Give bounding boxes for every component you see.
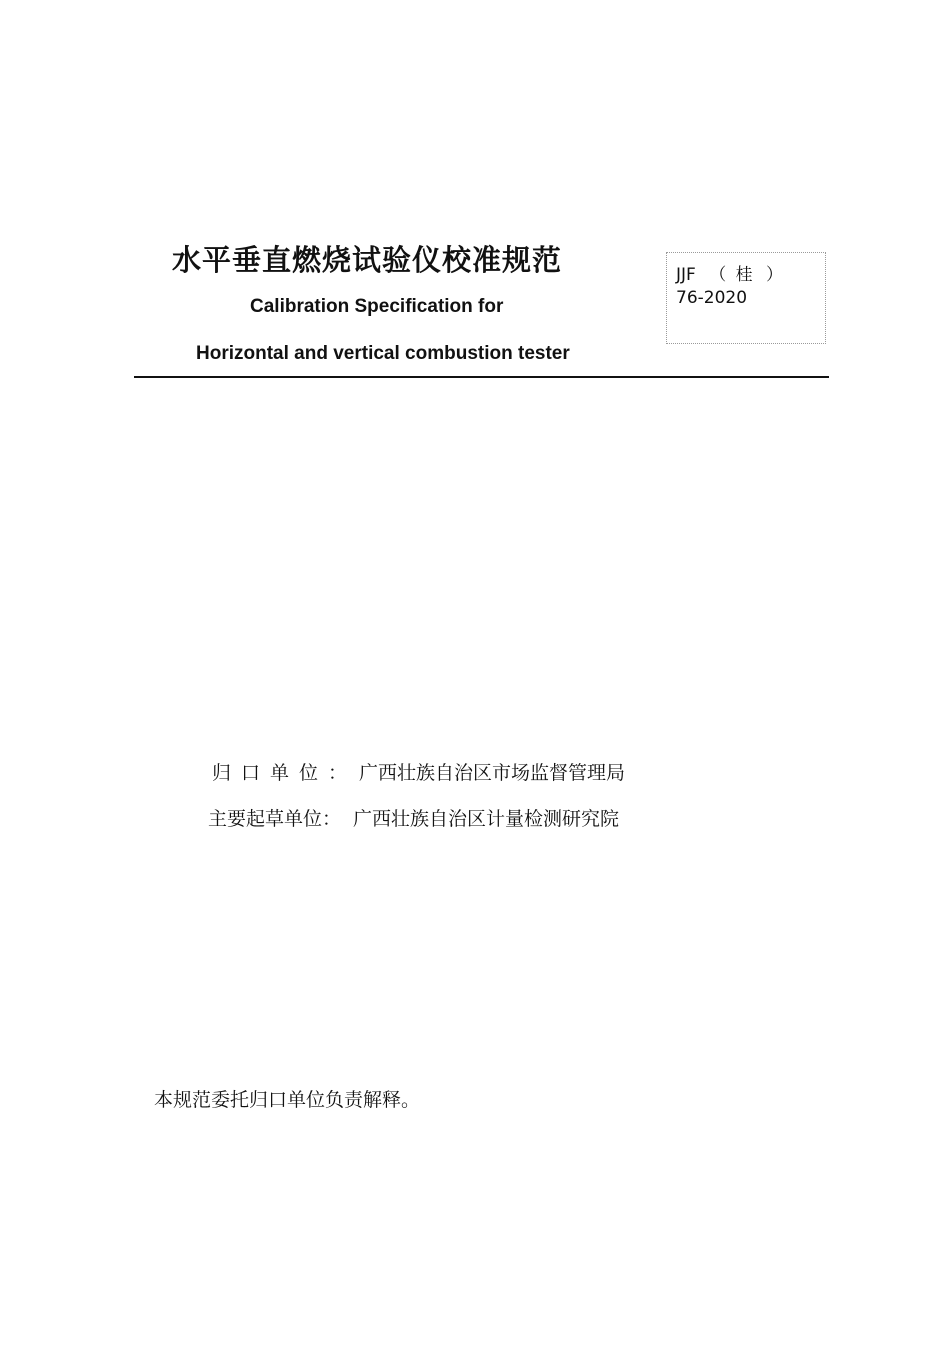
title-divider xyxy=(134,376,829,378)
responsible-unit-label: 归口单位： xyxy=(212,762,358,784)
title-english-line-2: Horizontal and vertical combustion tester xyxy=(196,343,570,364)
code-region: 桂 xyxy=(735,265,753,285)
drafting-unit-row xyxy=(208,804,619,831)
code-paren-close: ） xyxy=(766,265,784,285)
code-paren-open: （ xyxy=(709,265,727,285)
responsible-unit-value: 广西壮族自治区市场监督管理局 xyxy=(359,762,626,784)
standard-code-line-1 xyxy=(676,260,783,285)
standard-code-number: 76-2020 xyxy=(676,288,748,308)
drafting-unit-label: 主要起草单位： xyxy=(208,808,342,830)
drafting-unit-value: 广西壮族自治区计量检测研究院 xyxy=(353,808,620,830)
interpretation-note: 本规范委托归口单位负责解释。 xyxy=(154,1089,421,1111)
code-prefix: JJF xyxy=(676,265,696,285)
title-chinese: 水平垂直燃烧试验仪校准规范 xyxy=(172,243,563,277)
responsible-unit-row xyxy=(212,758,625,785)
title-english-line-1: Calibration Specification for xyxy=(250,296,504,317)
